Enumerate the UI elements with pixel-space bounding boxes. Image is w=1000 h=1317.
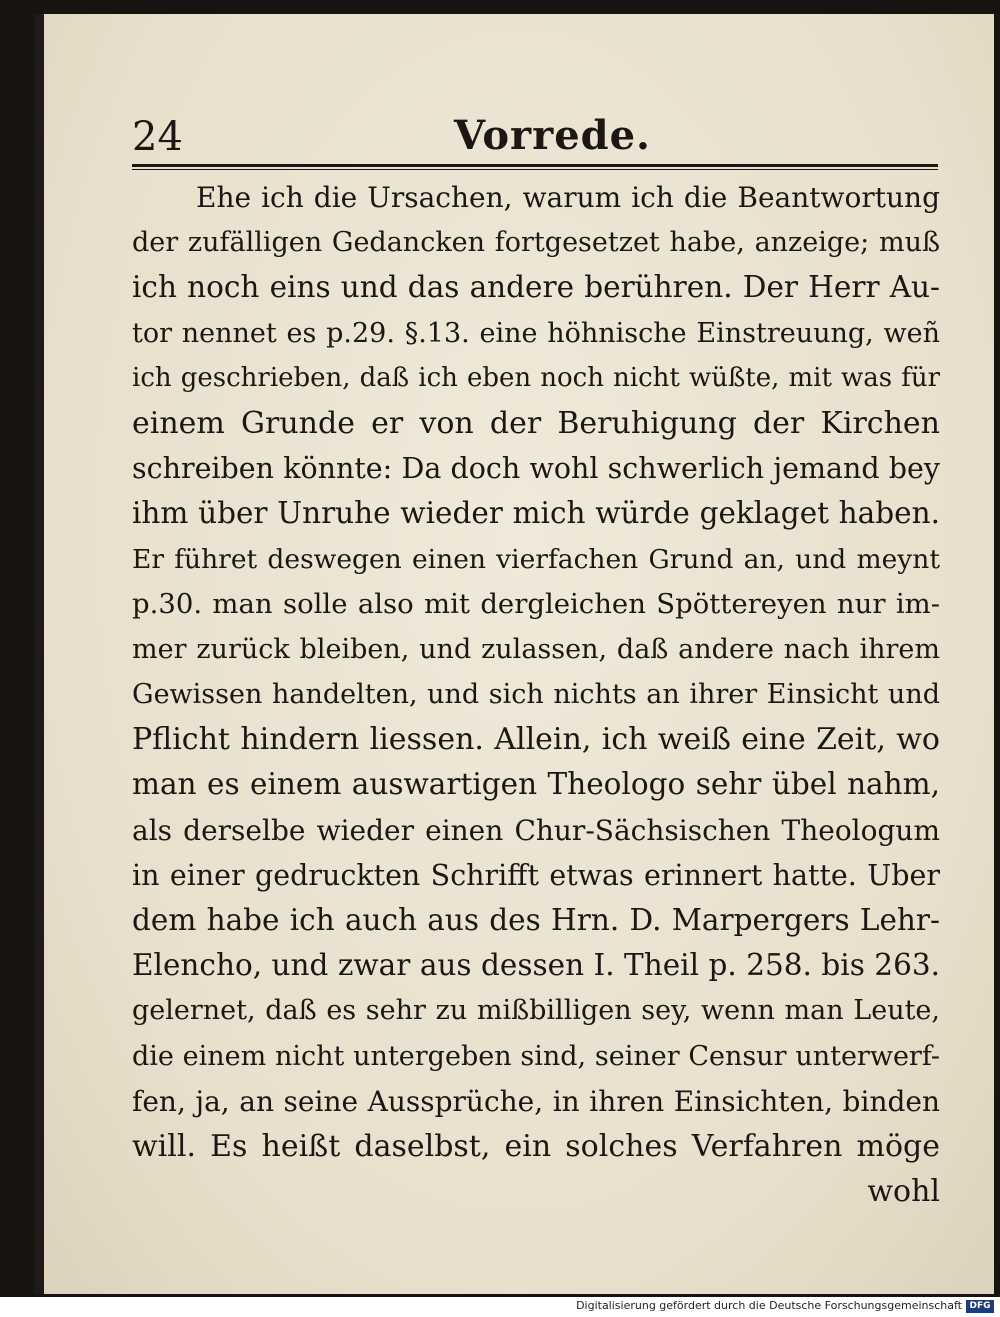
text-line: in einer gedruckten Schrifft etwas erinnert hatte. Uber [132, 858, 940, 892]
text-line: p.30. man solle also mit dergleichen Spöttereyen nur im- [132, 587, 940, 620]
page-number: 24 [132, 114, 183, 160]
header-rule [132, 164, 938, 170]
text-line: dem habe ich auch aus des Hrn. D. Marpergers Lehr- [132, 903, 940, 937]
text-line: mer zurück bleiben, und zulassen, daß andere nach ihrem [132, 633, 940, 665]
text-line: fen, ja, an seine Aussprüche, in ihren Einsichten, binden [132, 1084, 940, 1118]
text-line: ich geschrieben, daß ich eben noch nicht wüßte, mit was für [132, 362, 940, 393]
text-line: schreiben könnte: Da doch wohl schwerlich jemand bey [132, 452, 940, 486]
text-line: tor nennet es p.29. §.13. eine höhnische Einstreuung, weñ [132, 317, 940, 349]
running-head: Vorrede. [454, 112, 651, 159]
text-line: ihm über Unruhe wieder mich würde geklaget haben. [132, 496, 940, 531]
footer [0, 1297, 1000, 1317]
text-line: ich noch eins und das andere berühren. Der Herr Au- [132, 270, 940, 305]
dfg-logo: DFG [966, 1300, 994, 1313]
funding-credit: Digitalisierung gefördert durch die Deutsche Forschungsgemeinschaft [576, 1299, 962, 1312]
text-line: Ehe ich die Ursachen, warum ich die Beantwortung [196, 181, 940, 214]
text-line: einem Grunde er von der Beruhigung der Kirchen [132, 405, 940, 441]
text-line: Pflicht hindern liessen. Allein, ich weiß eine Zeit, wo [132, 722, 940, 758]
body-text [132, 175, 940, 1214]
text-line: Elencho, und zwar aus dessen I. Theil p. 258. bis 263. [132, 948, 940, 983]
catchword: wohl [867, 1174, 940, 1210]
text-line: der zufälligen Gedancken fortgesetzet habe, anzeige; muß [132, 227, 940, 259]
text-line: man es einem auswartigen Theologo sehr übel nahm, [132, 767, 940, 802]
text-line: Er führet deswegen einen vierfachen Grund an, und meynt [132, 543, 940, 575]
text-line: die einem nicht untergeben sind, seiner Censur unterwerf- [132, 1040, 940, 1072]
page-header [132, 108, 938, 168]
text-line: will. Es heißt daselbst, ein solches Verfahren möge [132, 1128, 940, 1164]
text-line: Gewissen handelten, und sich nichts an ihrer Einsicht und [132, 679, 940, 711]
text-line: als derselbe wieder einen Chur-Sächsischen Theologum [132, 813, 940, 847]
text-line: gelernet, daß es sehr zu mißbilligen sey, wenn man Leute, [132, 995, 940, 1027]
